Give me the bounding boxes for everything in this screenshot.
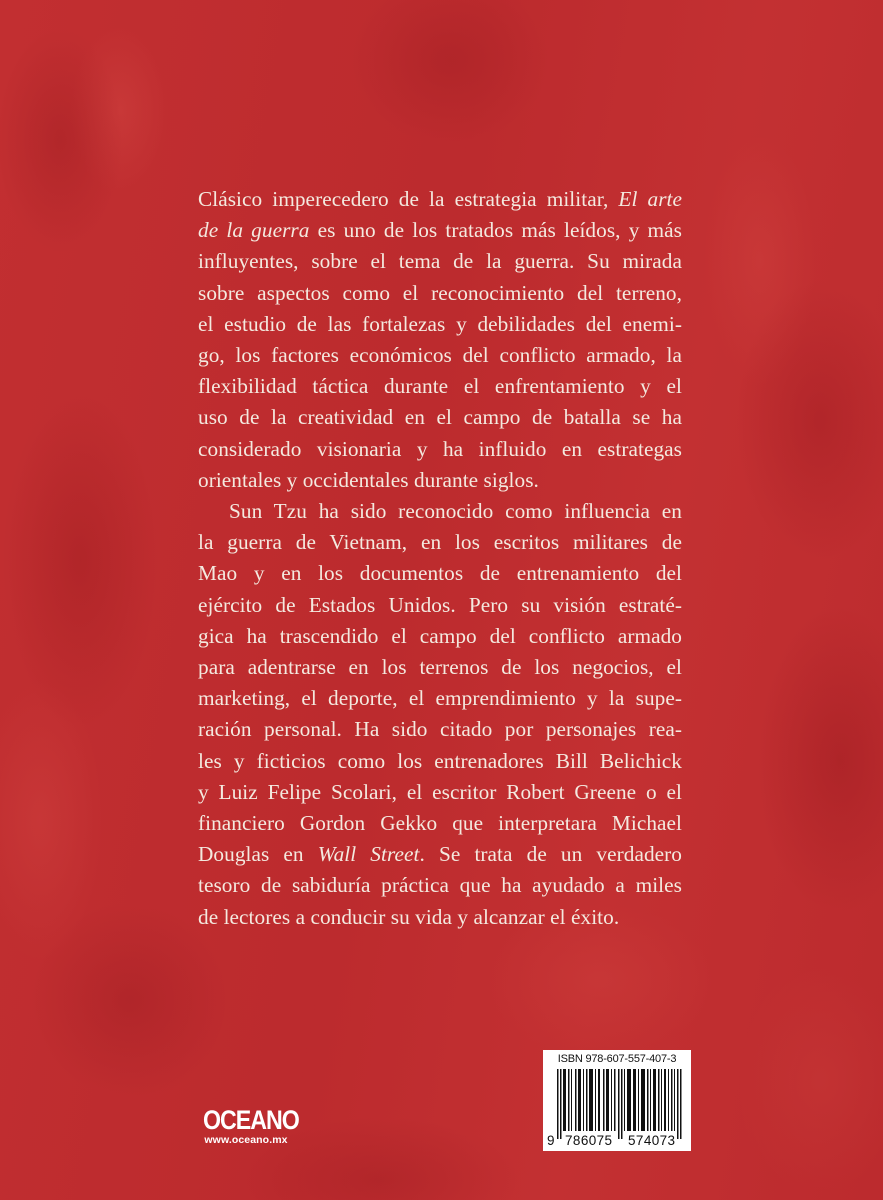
blurb-line: Sun Tzu ha sido reconocido como influencia en	[229, 499, 682, 524]
publisher-logo-block	[196, 1105, 299, 1147]
publisher-url: www.oceano.mx	[204, 1134, 288, 1146]
book-title-italic: El arte	[618, 187, 683, 211]
blurb-line: Clásico imperecedero de la estrategia militar, El arte	[198, 187, 683, 211]
barcode-digits-right: 574073	[628, 1133, 676, 1148]
barcode-digit-first: 9	[547, 1133, 555, 1148]
barcode-bars	[557, 1069, 683, 1139]
blurb-line: Mao y en los documentos de entrenamiento del	[198, 561, 682, 586]
blurb-line: flexibilidad táctica durante el enfrentamiento y el	[198, 374, 682, 399]
blurb-line: les y ficticios como los entrenadores Bill Belichick	[198, 748, 682, 773]
blurb-line: influyentes, sobre el tema de la guerra. Su mirada	[198, 249, 682, 274]
blurb-line: go, los factores económicos del conflicto armado, la	[198, 343, 682, 368]
book-title-italic: de la guerra	[198, 218, 310, 243]
publisher-logo: OCEANO	[203, 1105, 299, 1135]
blurb-line: considerado visionaria y ha influido en estrategas	[198, 436, 682, 461]
isbn-barcode	[543, 1050, 691, 1151]
blurb-line: orientales y occidentales durante siglos.	[198, 467, 539, 492]
back-cover-blurb	[198, 184, 682, 933]
blurb-line: financiero Gordon Gekko que interpretara Michael	[198, 811, 682, 836]
blurb-line: ración personal. Ha sido citado por personajes rea-	[198, 717, 682, 742]
blurb-paragraph-2	[198, 496, 682, 933]
blurb-line: el estudio de las fortalezas y debilidades del enemi-	[198, 311, 682, 336]
blurb-line: Douglas en Wall Street. Se trata de un verdadero	[198, 842, 682, 867]
blurb-line: y Luiz Felipe Scolari, el escritor Robert Greene o el	[198, 779, 682, 804]
blurb-line: tesoro de sabiduría práctica que ha ayudado a miles	[198, 873, 682, 898]
blurb-line: gica ha trascendido el campo del conflicto armado	[198, 623, 682, 648]
blurb-line: la guerra de Vietnam, en los escritos militares de	[198, 530, 682, 555]
blurb-line: de lectores a conducir su vida y alcanzar el éxito.	[198, 904, 620, 929]
isbn-label: ISBN 978-607-557-407-3	[557, 1053, 677, 1065]
blurb-line: de la guerra es uno de los tratados más leídos, y más	[198, 218, 683, 243]
blurb-line: marketing, el deporte, el emprendimiento y la supe-	[198, 686, 682, 711]
film-title-italic: Wall Street	[317, 842, 420, 867]
blurb-line: para adentrarse en los terrenos de los negocios, el	[198, 655, 682, 680]
blurb-line: uso de la creatividad en el campo de batalla se ha	[198, 405, 682, 430]
barcode-digits-left: 786075	[565, 1133, 613, 1148]
blurb-paragraph-1	[198, 184, 682, 496]
blurb-line: sobre aspectos como el reconocimiento del terreno,	[198, 280, 682, 305]
blurb-line: ejército de Estados Unidos. Pero su visión estraté-	[198, 592, 682, 617]
